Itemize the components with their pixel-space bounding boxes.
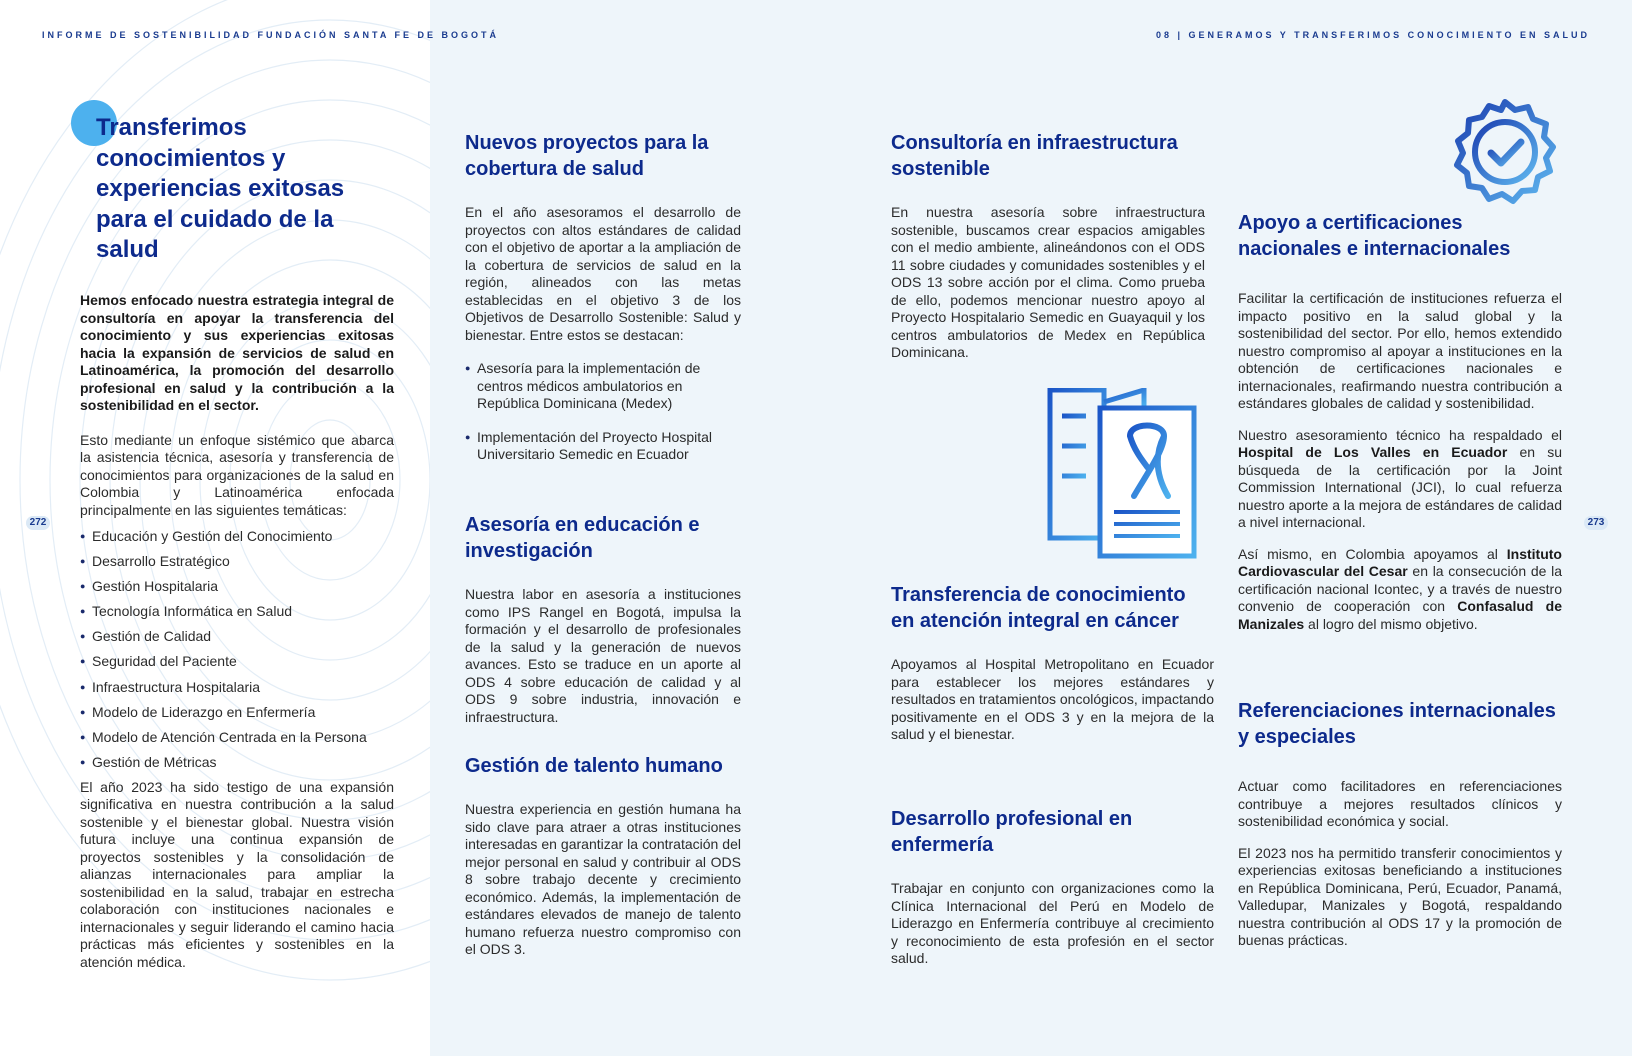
intro-paragraph: Hemos enfocado nuestra estrategia integral de consultoría en apoyar la transferencia del conocimiento y sus experiencias exitosas hacia la expansión de servicios de salud en Latinoamérica, la promoción del desarrollo profesional en salud y la contribución a la sostenibilidad en el sector. xyxy=(80,292,394,413)
running-header-left: INFORME DE SOSTENIBILIDAD FUNDACIÓN SANTA FE DE BOGOTÁ xyxy=(42,30,500,40)
list-item: ● Implementación del Proyecto Hospital Universitario Semedic en Ecuador xyxy=(465,429,741,464)
list-item: ● Tecnología Informática en Salud xyxy=(80,603,394,621)
topics-list xyxy=(80,528,394,771)
column-3 xyxy=(891,130,1214,362)
list-item: ● Modelo de Atención Centrada en la Persona xyxy=(80,729,394,747)
section-title-educacion: Asesoría en educación e investigación xyxy=(465,514,700,562)
referenciaciones-paragraph: Actuar como facilitadores en referenciaciones contribuye a mejores resultados clínicos y sostenibilidad económica y social. xyxy=(1238,778,1562,829)
list-item: ● Gestión de Calidad xyxy=(80,628,394,646)
list-item: ● Gestión Hospitalaria xyxy=(80,578,394,596)
column-2 xyxy=(465,130,741,480)
list-item: ● Modelo de Liderazgo en Enfermería xyxy=(80,704,394,722)
expansion-paragraph: El año 2023 ha sido testigo de una expansión significativa en nuestra contribución a la salud sostenible y el bienestar global. Nuestra visión futura incluye una continua expansión de proyectos sostenibles y la consolidación de alianzas internacionales para ampliar la sostenibilidad en la salud, trabajar en estrecha colaboración con instituciones nacionales e internacionales y seguir liderando el camino hacia prácticas más eficientes y sostenibles en la atención médica. xyxy=(80,778,394,970)
page-number-right: 273 xyxy=(1584,516,1608,530)
referenciaciones-2023-paragraph: El 2023 nos ha permitido transferir conocimientos y experiencias exitosas beneficiando a instituciones en República Dominicana, Perú, Ecuador, Panamá, Valledupar, Manizales y Bogotá, respaldando nuestra contribución al ODS 17 y la promoción de buenas prácticas. xyxy=(1238,844,1562,948)
list-item: ● Educación y Gestión del Conocimiento xyxy=(80,528,394,546)
column-4-section-2 xyxy=(1238,698,1562,950)
list-item: ● Seguridad del Paciente xyxy=(80,653,394,671)
list-item: ● Desarrollo Estratégico xyxy=(80,553,394,571)
colombia-text-e: al logro del mismo objetivo. xyxy=(1304,615,1478,632)
section-title-talento: Gestión de talento humano xyxy=(465,755,723,777)
colombia-text-c: en la consecución de la certificación nacional Icontec, y a través de nuestro convenio de cooperación con xyxy=(1238,563,1562,614)
section-title-infraestructura: Consultoría en infraestructura sostenible xyxy=(891,132,1178,180)
column-2-section-3 xyxy=(465,753,741,959)
column-intro xyxy=(80,292,394,971)
cancer-paragraph: Apoyamos al Hospital Metropolitano en Ecuador para establecer los mejores estándares y resultados en tratamientos oncológicos, impactando positivamente en el ODS 3 y en la mejora de la salud y el bienestar. xyxy=(891,656,1214,742)
page-title: Transferimos conocimientos y experiencias exitosas para el cuidado de la salud xyxy=(96,114,345,263)
page-number-left: 272 xyxy=(26,516,50,530)
approach-paragraph: Esto mediante un enfoque sistémico que abarca la asistencia técnica, asesoría y transferencia de conocimientos para organizaciones de la salud en Colombia y Latinoamérica enfocada principalmente en las siguientes temáticas: xyxy=(80,431,394,518)
enfermeria-paragraph: Trabajar en conjunto con organizaciones como la Clínica Internacional del Perú en Modelo de Liderazgo en Enfermería contribuye al crecimiento y reconocimiento de esta profesión en el sector salud. xyxy=(891,880,1214,966)
section-title-referenciaciones: Referenciaciones internacionales y especiales xyxy=(1238,700,1556,748)
certification-badge-icon xyxy=(1449,98,1561,210)
projects-list xyxy=(465,360,741,464)
section-title-enfermeria: Desarrollo profesional en enfermería xyxy=(891,808,1133,856)
colombia-paragraph xyxy=(1238,546,1562,634)
column-2-section-2 xyxy=(465,512,741,726)
infraestructura-paragraph: En nuestra asesoría sobre infraestructura sostenible, buscamos crear espacios amigables con el medio ambiente, alineándonos con el ODS 11 sobre ciudades y comunidades sostenibles y el ODS 13 sobre acción por el clima. Como prueba de ello, podemos mencionar nuestro apoyo al Proyecto Hospitalario Semedic en Guayaquil y los centros ambulatorios de Medex en República Dominicana. xyxy=(891,204,1205,360)
cancer-ribbon-document-icon xyxy=(1044,388,1204,560)
running-header-right: 08 | GENERAMOS Y TRANSFERIMOS CONOCIMIENTO EN SALUD xyxy=(1155,30,1590,40)
certificaciones-paragraph: Facilitar la certificación de instituciones refuerza el impacto positivo en la salud global y la sostenibilidad del sector. Por ello, hemos extendido nuestro compromiso al apoyar a instituciones en la obtención de certificaciones nacionales e internacionales, reafirmando nuestra contribución a estándares globales de calidad y sostenibilidad. xyxy=(1238,290,1562,411)
educacion-paragraph: Nuestra labor en asesoría a instituciones como IPS Rangel en Bogotá, impulsa la formación y el desarrollo de profesionales de la salud y la generación de nuevos avances. Esto se traduce en un aporte al ODS 4 sobre educación de calidad y al ODS 9 sobre industria, innovación e infraestructura. xyxy=(465,586,741,725)
los-valles-text-a: Nuestro asesoramiento técnico ha respaldado el xyxy=(1238,426,1562,443)
los-valles-text-c: en su búsqueda de la certificación por la Joint Commission International (JCI), lo cual refuerza nuestro aporte a la mejora de estándares de calidad a nivel internacional. xyxy=(1238,444,1562,530)
column-4 xyxy=(1238,210,1562,633)
talento-paragraph: Nuestra experiencia en gestión humana ha sido clave para atraer a otras instituciones interesadas en garantizar la contratación del mejor personal en salud y contribuir al ODS 8 sobre trabajo decente y crecimiento económico. Además, la implementación de estándares elevados de manejo de talento humano refuerza nuestro compromiso con el ODS 3. xyxy=(465,801,741,957)
los-valles-paragraph xyxy=(1238,427,1562,532)
section-title-cancer: Transferencia de conocimiento en atención integral en cáncer xyxy=(891,584,1186,632)
confasalud: Confasalud de Manizales xyxy=(1238,598,1562,632)
column-3-section-3 xyxy=(891,806,1214,968)
colombia-text-a: Así mismo, en Colombia apoyamos al xyxy=(1238,545,1507,562)
instituto-cardiovascular: Instituto Cardiovascular del Cesar xyxy=(1238,545,1562,579)
list-item: ● Gestión de Métricas xyxy=(80,754,394,772)
nuevos-proyectos-paragraph: En el año asesoramos el desarrollo de proyectos con altos estándares de calidad con el objetivo de aportar a la ampliación de la cobertura de servicios de salud en la región, alineados con las metas establecidas en el objetivo 3 de los Objetivos de Desarrollo Sostenible: Salud y bienestar. Entre estos se destacan: xyxy=(465,204,741,343)
list-item: ● Asesoría para la implementación de centros médicos ambulatorios en República Dominicana (Medex) xyxy=(465,360,741,413)
column-3-section-2 xyxy=(891,582,1214,744)
section-title-nuevos-proyectos: Nuevos proyectos para la cobertura de salud xyxy=(465,132,709,180)
section-title-certificaciones: Apoyo a certificaciones nacionales e internacionales xyxy=(1238,212,1511,260)
hospital-los-valles: Hospital de Los Valles en Ecuador xyxy=(1238,444,1508,460)
list-item: ● Infraestructura Hospitalaria xyxy=(80,679,394,697)
